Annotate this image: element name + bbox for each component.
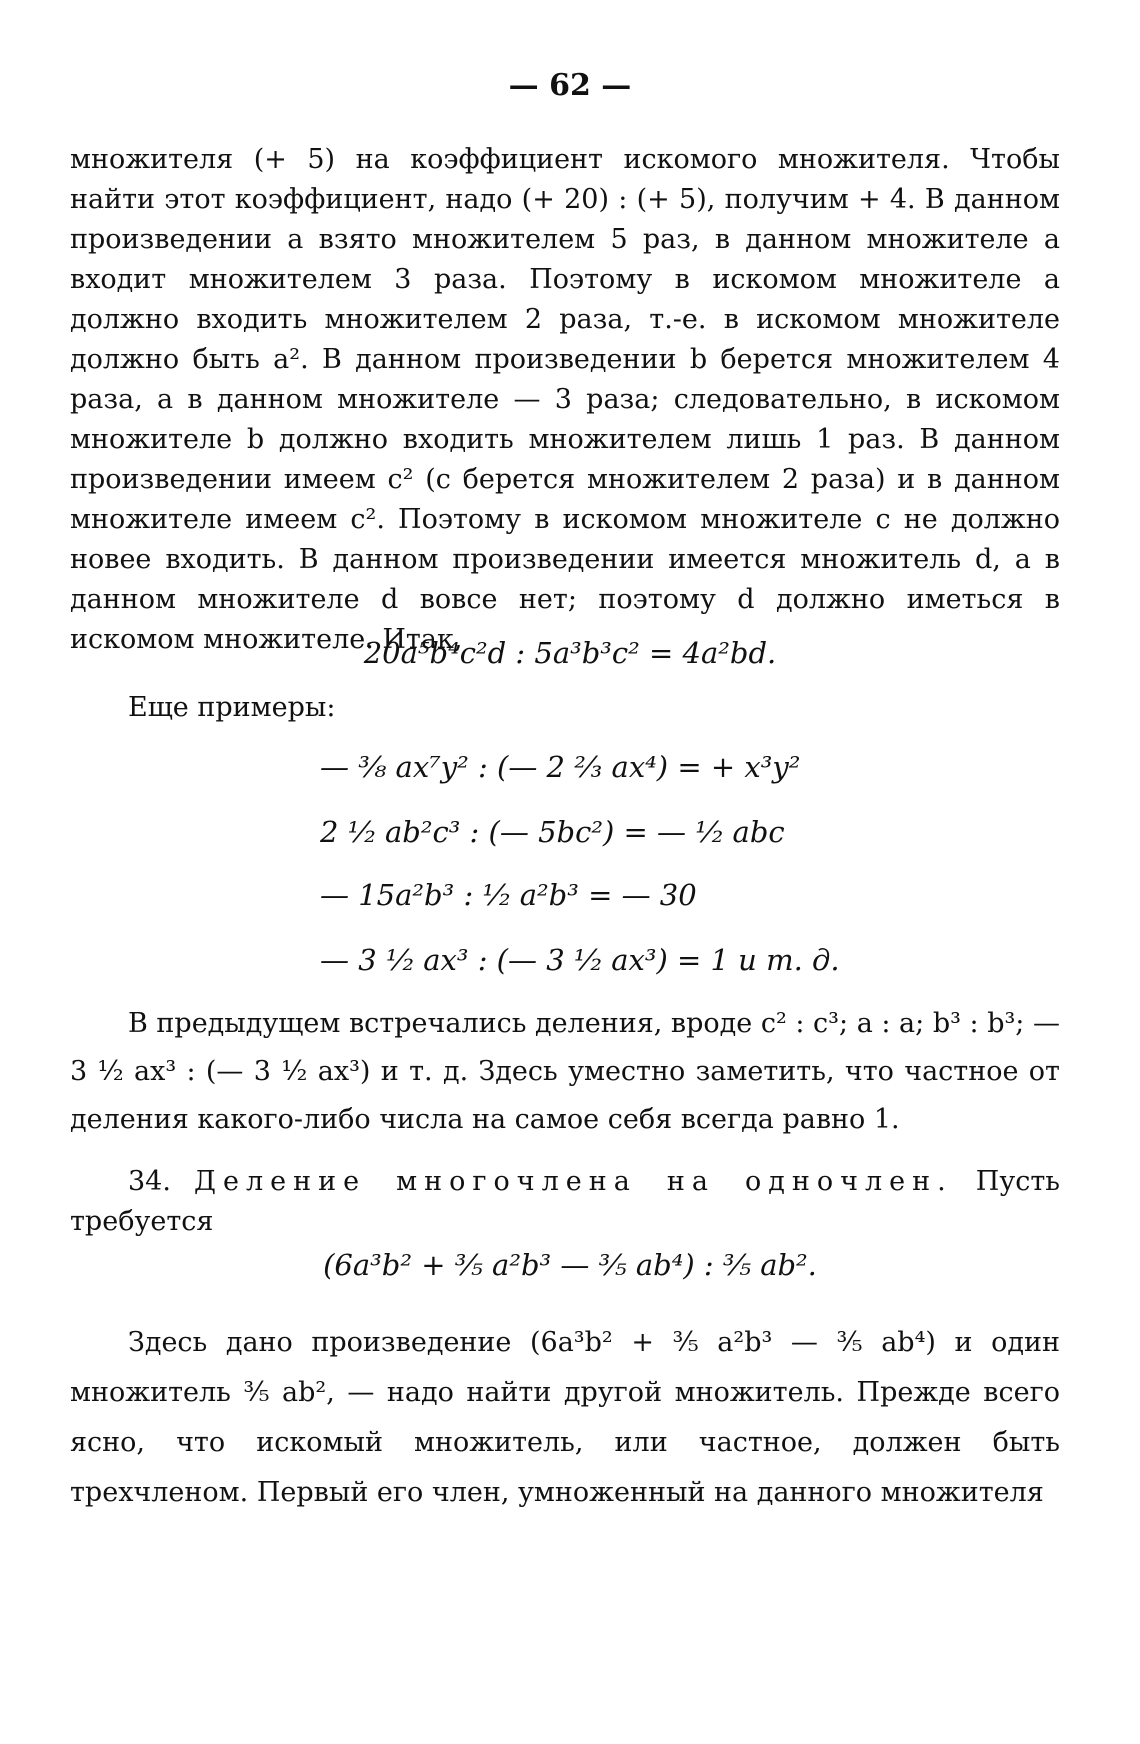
examples-label: Еще примеры: — [128, 692, 336, 723]
formula-main: 20a⁵b⁴c²d : 5a³b³c² = 4a²bd. — [363, 636, 777, 670]
section-34-heading — [70, 1162, 1060, 1242]
section-intro: Пусть требуется — [70, 1166, 1060, 1237]
page-number: — 62 — — [508, 68, 632, 103]
paragraph-2 — [70, 1000, 1060, 1144]
section-number: 34. — [128, 1166, 171, 1197]
formula-polynomial: (6a³b² + ³⁄₅ a²b³ — ³⁄₅ ab⁴) : ³⁄₅ ab². — [323, 1248, 817, 1282]
example-1: — ³⁄₈ ax⁷y² : (— 2 ²⁄₃ ax⁴) = + x³y² — [320, 750, 801, 784]
paragraph-1: множителя (+ 5) на коэффициент искомого множителя. Чтобы найти этот коэффициент, надо (+ 20) : (+ 5), получим + 4. В данном произведении a взято множителем 5 раз, в данном множителе a входит множителем 3 раза. Поэтому в искомом множителе a должно входить множителем 2 раза, т.-е. в искомом множителе должно быть a². В данном произведении b берется множителем 4 раза, а в данном множителе — 3 раза; следовательно, в искомом множителе b должно входить множителем лишь 1 раз. В данном произведении имеем c² (c берется множителем 2 раза) и в данном множителе имеем c². Поэтому в искомом множителе c не должно новее входить. В данном произведении имеется множитель d, а в данном множителе d вовсе нет; поэтому d должно иметься в искомом множителе. Итак, — [70, 144, 1060, 655]
example-3: — 15a²b³ : ¹⁄₂ a²b³ = — 30 — [320, 878, 697, 912]
example-2: 2 ¹⁄₂ ab²c³ : (— 5bc²) = — ¹⁄₂ abc — [320, 815, 785, 849]
paragraph-3-text: Здесь дано произведение (6a³b² + ³⁄₅ a²b³ — ³⁄₅ ab⁴) и один множитель ³⁄₅ ab², — надо найти другой множитель. Прежде всего ясно, что искомый множитель, или частное, должен быть трехчленом. Первый его член, умноженный на данного множителя — [70, 1327, 1060, 1508]
section-title: Деление многочлена на одночлен. — [194, 1166, 953, 1197]
example-4: — 3 ¹⁄₂ ax³ : (— 3 ¹⁄₂ ax³) = 1 и т. д. — [320, 943, 840, 977]
paragraph-2-text: В предыдущем встречались деления, вроде c² : c³; a : a; b³ : b³; — 3 ¹⁄₂ ax³ : (— 3 ¹⁄₂ ax³) и т. д. Здесь уместно заметить, что частное от деления какого-либо числа на самое себя всегда равно 1. — [70, 1008, 1060, 1135]
paragraph-3 — [70, 1318, 1060, 1518]
